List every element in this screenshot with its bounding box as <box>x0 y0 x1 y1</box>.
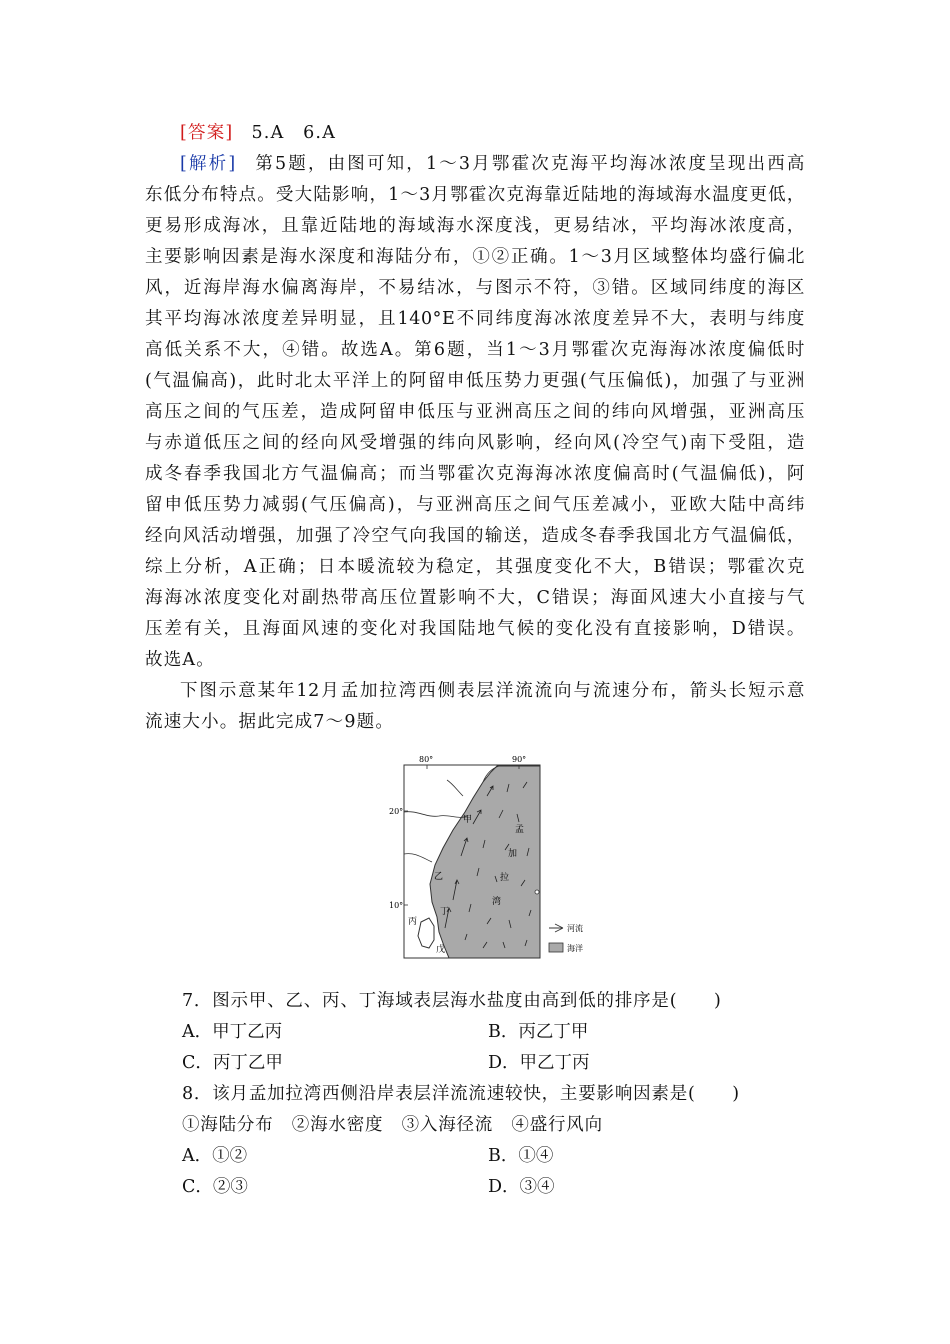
analysis-line: 成冬春季我国北方气温偏高；而当鄂霍次克海海冰浓度偏高时(气温偏低)，阿 <box>145 464 805 484</box>
analysis-line: 经向风活动增强，加强了冷空气向我国的输送，造成冬春季我国北方气温偏低， <box>145 526 805 546</box>
document-page <box>145 118 805 1203</box>
lon-label: 90° <box>512 755 527 764</box>
lat-label: 10° <box>389 901 404 910</box>
analysis-line: 留申低压势力减弱(气压偏高)，与亚洲高压之间气压差减小，亚欧大陆中高纬 <box>145 495 805 515</box>
analysis-line: 海海冰浓度变化对副热带高压位置影响不大，C错误；海面风速大小直接与气 <box>145 588 805 608</box>
question-7-options-row <box>145 1048 805 1079</box>
analysis-line: 与赤道低压之间的经向风受增强的纬向风影响，经向风(冷空气)南下受阻，造 <box>145 433 805 453</box>
option-b: B．丙乙丁甲 <box>488 1022 589 1042</box>
sea-label: 加 <box>508 849 518 859</box>
sea-label: 孟 <box>515 825 525 835</box>
answer-text: 5.A 6.A <box>251 123 337 143</box>
legend-river-icon <box>549 924 563 932</box>
option-b: B．①④ <box>488 1146 554 1166</box>
option-c: C．丙丁乙甲 <box>182 1053 283 1073</box>
analysis-line: 更易形成海冰，且靠近陆地的海域海水深度浅，更易结冰，平均海冰浓度高， <box>145 216 805 236</box>
question-7-stem: 7．图示甲、乙、丙、丁海域表层海水盐度由高到低的排序是( ) <box>182 991 722 1011</box>
question-7-options-row <box>145 1017 805 1048</box>
intro-line: 下图示意某年12月孟加拉湾西侧表层洋流流向与流速分布，箭头长短示意 <box>180 681 805 701</box>
analysis-line: 综上分析，A正确；日本暖流较为稳定，其强度变化不大，B错误；鄂霍次克 <box>145 557 805 577</box>
option-a: A．①② <box>182 1146 248 1166</box>
question-8-options-row <box>145 1172 805 1203</box>
question-8-options-row <box>145 1141 805 1172</box>
question-8-stem: 8．该月孟加拉湾西侧沿岸表层洋流流速较快，主要影响因素是( ) <box>182 1084 740 1104</box>
legend-ocean-swatch <box>549 943 563 952</box>
option-c: C．②③ <box>182 1177 248 1197</box>
lat-label: 20° <box>389 807 404 816</box>
analysis-line: (气温偏高)，此时北太平洋上的阿留申低压势力更强(气压偏低)，加强了与亚洲 <box>145 371 805 391</box>
intro-line: 流速大小。据此完成7～9题。 <box>145 712 395 732</box>
analysis-line: 主要影响因素是海水深度和海陆分布，①②正确。1～3月区域整体均盛行偏北 <box>145 247 805 267</box>
legend-ocean-label: 海洋 <box>567 944 583 953</box>
analysis-line: [解析] 第5题，由图可知，1～3月鄂霍次克海平均海冰浓度呈现出西高 <box>180 154 805 174</box>
map-svg <box>387 752 627 974</box>
region-label-bing: 丙 <box>408 917 418 927</box>
analysis-line: 其平均海冰浓度差异明显，且140°E不同纬度海冰浓度差异不大，表明与纬度 <box>145 309 805 329</box>
answer-line <box>145 118 805 149</box>
option-d: D．甲乙丁丙 <box>488 1053 590 1073</box>
analysis-line: 高压之间的气压差，造成阿留申低压与亚洲高压之间的纬向风增强，亚洲高压 <box>145 402 805 422</box>
analysis-line: 压差有关，且海面风速的变化对我国陆地气候的变化没有直接影响，D错误。 <box>145 619 805 639</box>
region-label-wu: 戊 <box>436 945 446 955</box>
sea-label: 湾 <box>492 897 502 907</box>
region-label-jia: 甲 <box>463 815 473 825</box>
lon-label: 80° <box>419 755 434 764</box>
analysis-line: 高低关系不大，④错。故选A。第6题，当1～3月鄂霍次克海海冰浓度偏低时 <box>145 340 805 360</box>
option-a: A．甲丁乙丙 <box>182 1022 283 1042</box>
option-d: D．③④ <box>488 1177 555 1197</box>
question-8-items: ①海陆分布 ②海水密度 ③入海径流 ④盛行风向 <box>182 1115 603 1135</box>
legend-river-label: 河流 <box>567 924 583 933</box>
region-label-ding: 丁 <box>440 907 450 917</box>
sea-label: 拉 <box>500 873 510 883</box>
analysis-line: 东低分布特点。受大陆影响，1～3月鄂霍次克海靠近陆地的海域海水温度更低， <box>145 185 805 205</box>
analysis-line: 风，近海岸海水偏离海岸，不易结冰，与图示不符，③错。区域同纬度的海区 <box>145 278 805 298</box>
answer-tag: [答案] <box>180 123 234 143</box>
analysis-tag: [解析] <box>180 154 236 174</box>
analysis-line: 故选A。 <box>145 650 215 670</box>
region-label-yi: 乙 <box>434 872 444 882</box>
analysis-block <box>145 149 805 676</box>
bay-of-bengal-map-figure <box>145 752 805 980</box>
